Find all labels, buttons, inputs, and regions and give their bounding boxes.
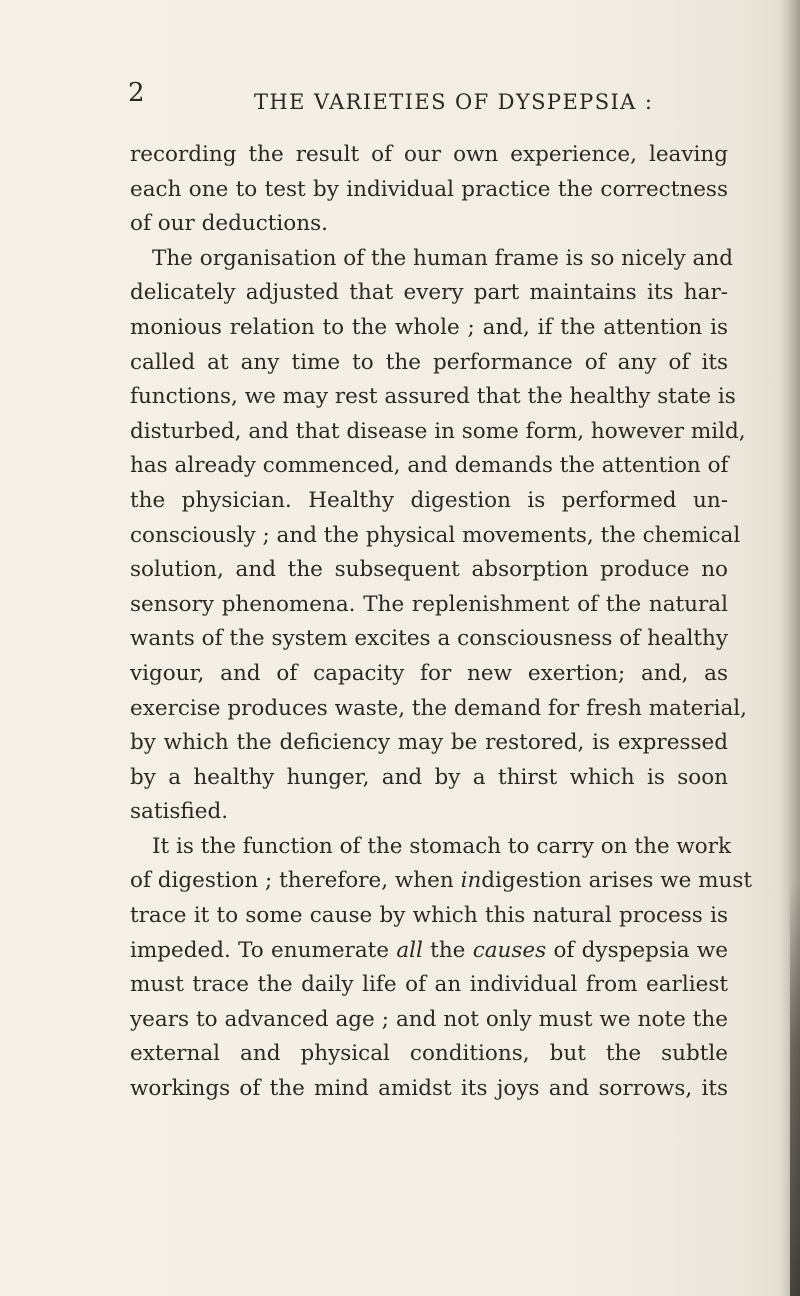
italic-fragment: causes: [472, 937, 547, 963]
text-fragment: impeded. To enumerate: [130, 937, 397, 963]
running-title: THE VARIETIES OF DYSPEPSIA :: [254, 90, 654, 114]
text-line: trace it to some cause by which this natural process is: [130, 903, 728, 929]
text-line: consciously ; and the physical movements, the chemical: [130, 522, 741, 548]
text-line: wants of the system excites a consciousness of healthy: [130, 626, 728, 652]
paragraph-start-line: It is the function of the stomach to carry on the work: [152, 833, 732, 859]
paragraph-start-line: The organisation of the human frame is so nicely and: [152, 245, 733, 271]
text-line-mixed: [130, 864, 753, 899]
text-line: workings of the mind amidst its joys and sorrows, its: [130, 1076, 728, 1102]
text-line: sensory phenomena. The replenishment of the natural: [130, 591, 728, 617]
page-edge-dark: [790, 880, 800, 1296]
page-number: 2: [128, 78, 145, 108]
text-line: satisfied.: [130, 799, 229, 825]
text-line: called at any time to the performance of any of its: [130, 349, 728, 375]
page-header: [128, 78, 730, 120]
text-line-mixed: [130, 934, 728, 969]
text-fragment: of dyspepsia we: [546, 937, 728, 963]
text-line: the physician. Healthy digestion is performed un-: [130, 487, 728, 513]
text-line: each one to test by individual practice the correctness: [130, 176, 728, 202]
text-line: of our deductions.: [130, 211, 328, 237]
text-fragment: the: [422, 937, 473, 963]
text-line: has already commenced, and demands the attention of: [130, 453, 729, 479]
text-line: delicately adjusted that every part maintains its har-: [130, 280, 728, 306]
text-line: years to advanced age ; and not only must we note the: [130, 1006, 728, 1032]
text-line: external and physical conditions, but the subtle: [130, 1041, 728, 1067]
text-line: vigour, and of capacity for new exertion; and, as: [130, 660, 728, 686]
text-line: monious relation to the whole ; and, if the attention is: [130, 314, 728, 340]
text-line: exercise produces waste, the demand for fresh material,: [130, 695, 747, 721]
text-fragment: digestion arises we must: [481, 868, 753, 894]
text-line: by a healthy hunger, and by a thirst which is soon: [130, 764, 728, 790]
text-line: by which the deficiency may be restored, is expressed: [130, 730, 728, 756]
text-fragment: of digestion ; therefore, when: [130, 868, 461, 894]
body-text: [130, 138, 753, 1107]
italic-fragment: all: [396, 937, 423, 963]
text-line: disturbed, and that disease in some form, however mild,: [130, 418, 746, 444]
text-line: solution, and the subsequent absorption produce no: [130, 557, 728, 583]
text-line: recording the result of our own experience, leaving: [130, 142, 728, 167]
text-line: functions, we may rest assured that the healthy state is: [130, 384, 736, 410]
text-line: must trace the daily life of an individual from earliest: [130, 972, 728, 998]
italic-fragment: in: [460, 868, 482, 894]
